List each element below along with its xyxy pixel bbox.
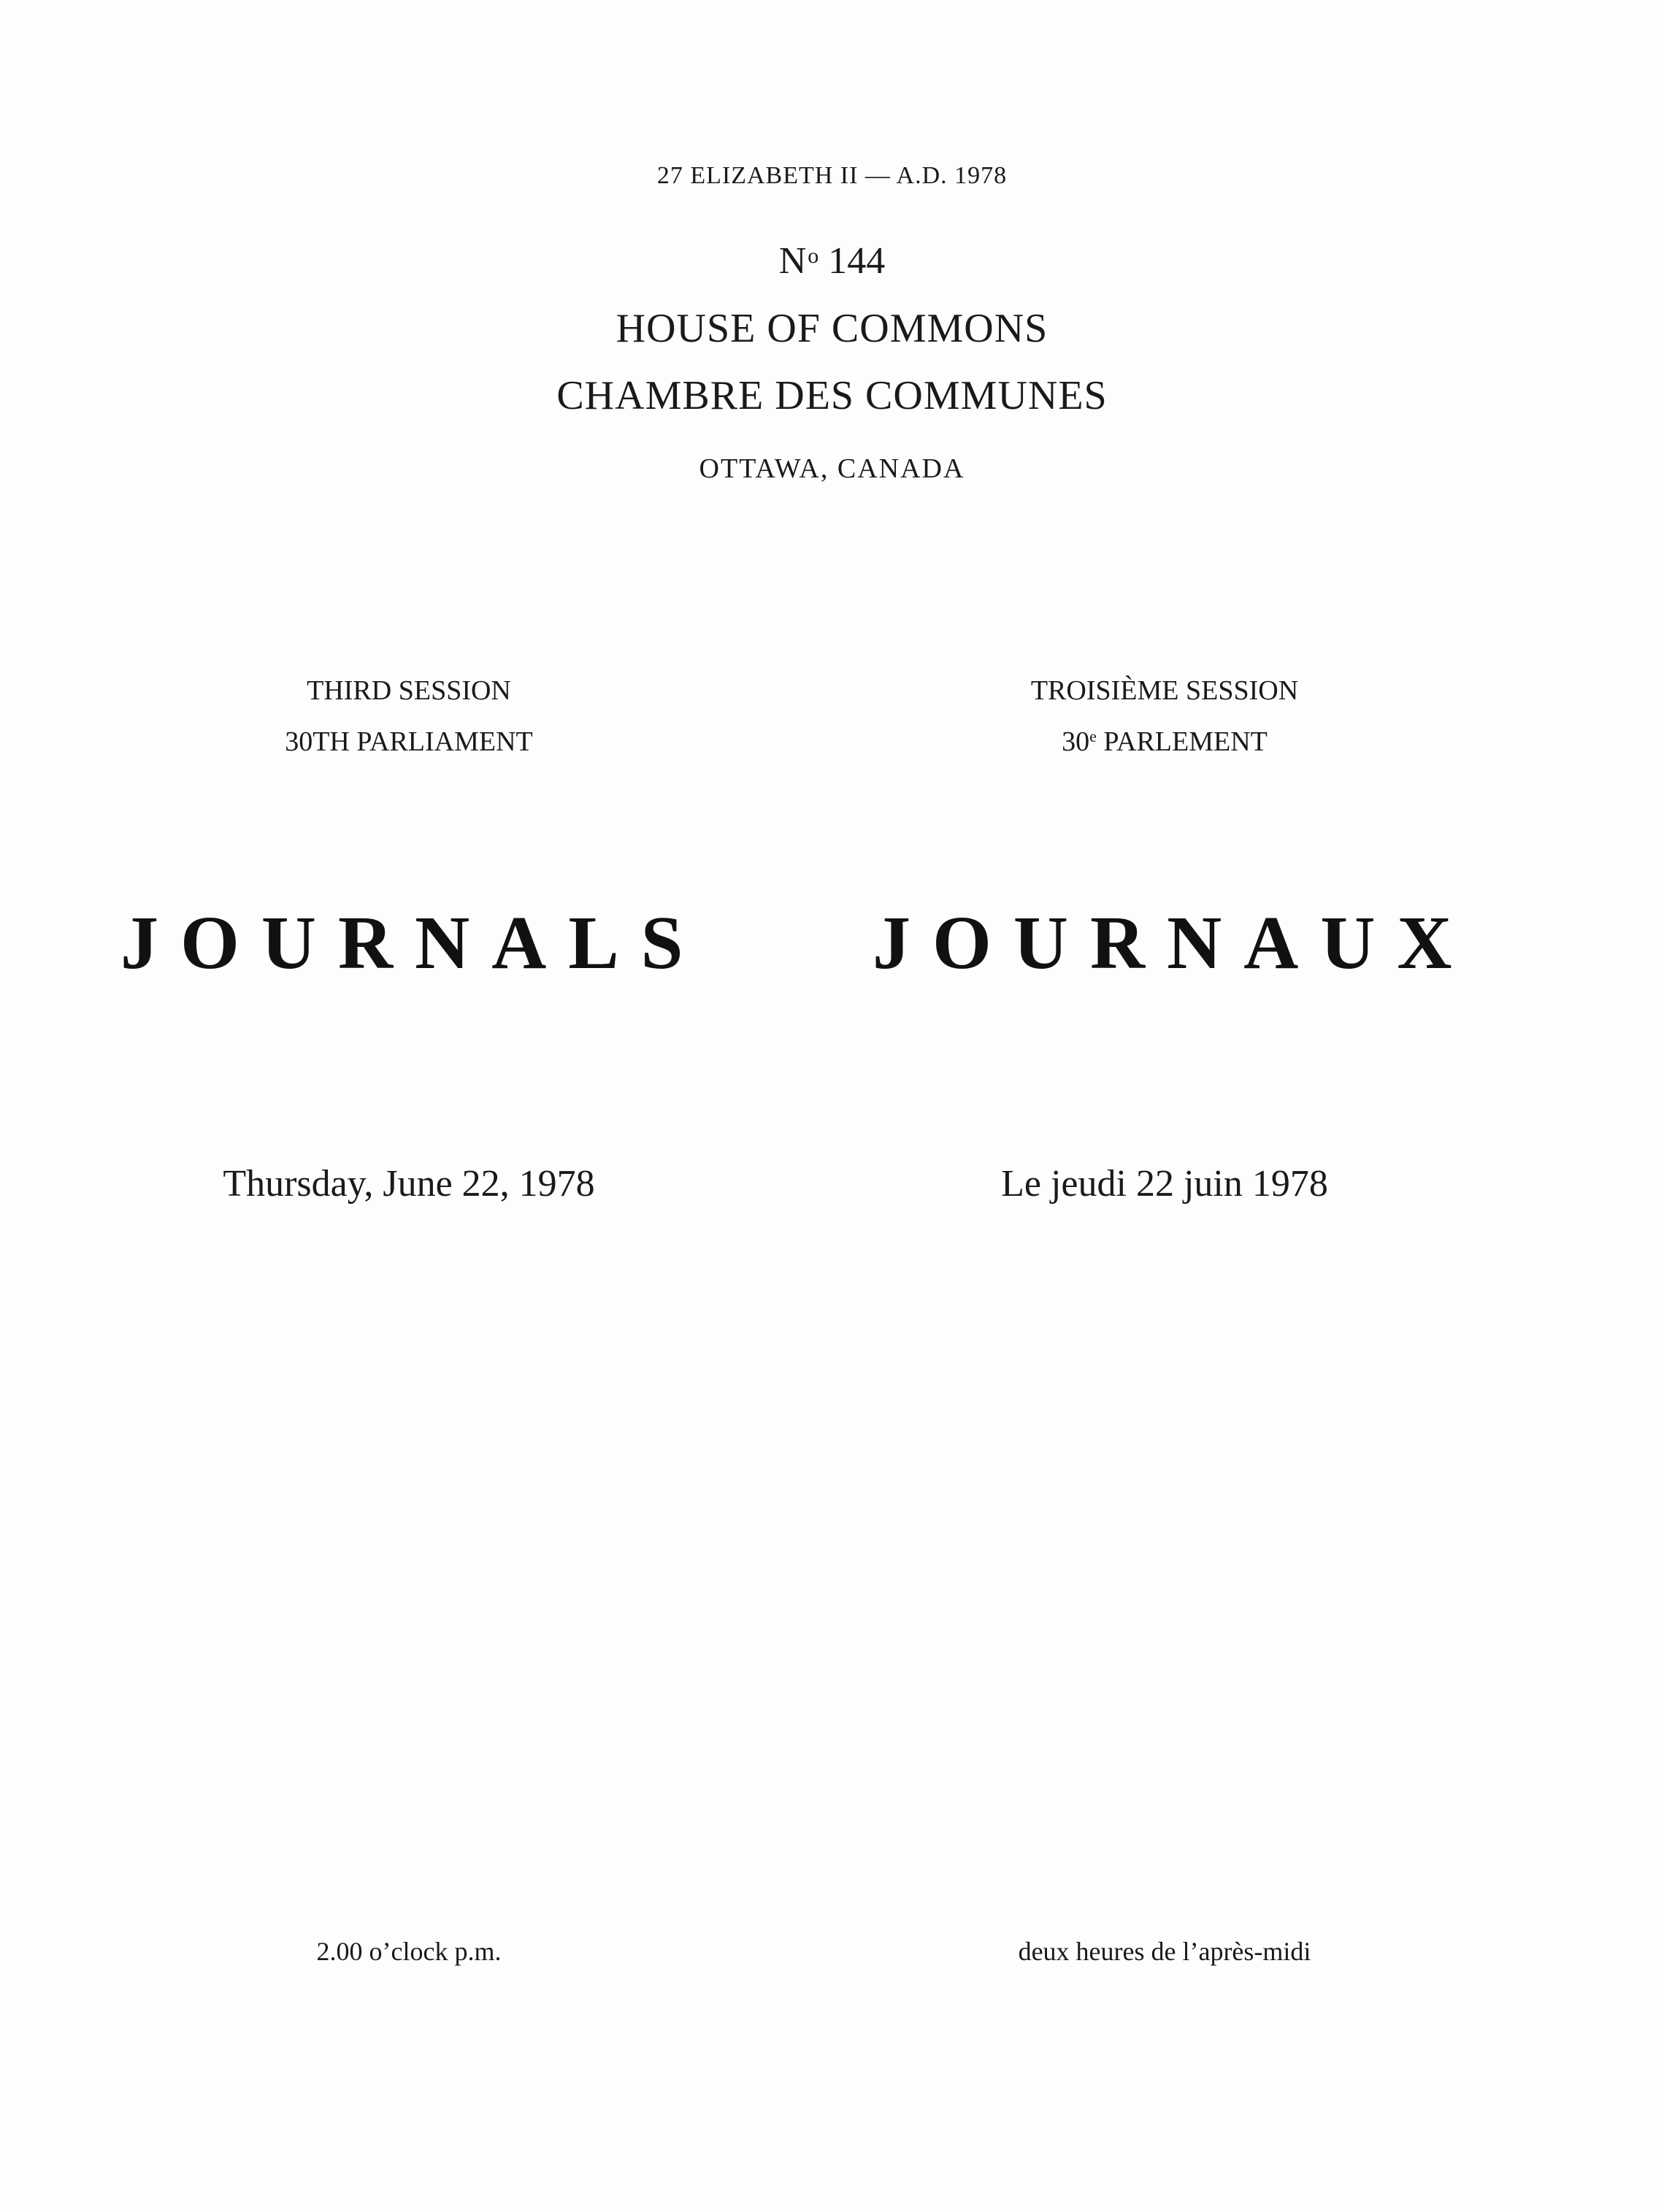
parliament-label-french: PARLEMENT bbox=[1103, 726, 1268, 757]
sitting-time-french: deux heures de l’après-midi bbox=[1018, 1937, 1311, 1966]
parliament-english bbox=[110, 726, 708, 758]
issue-number bbox=[0, 239, 1664, 283]
session-french: TROISIÈME SESSION bbox=[1030, 675, 1299, 706]
parliament-label-english: PARLIAMENT bbox=[356, 726, 533, 757]
sitting-date-french: Le jeudi 22 juin 1978 bbox=[1001, 1163, 1328, 1205]
house-name-english: HOUSE OF COMMONS bbox=[616, 306, 1048, 351]
issue-number-value: 144 bbox=[828, 240, 886, 282]
parliament-number-french: 30 bbox=[1062, 726, 1090, 757]
parliament-number-english: 30TH bbox=[285, 726, 350, 757]
session-english: THIRD SESSION bbox=[307, 675, 511, 706]
sitting-time-english: 2.00 o’clock p.m. bbox=[316, 1937, 502, 1966]
regnal-year: 27 ELIZABETH II — A.D. 1978 bbox=[656, 162, 1008, 189]
issue-number-superscript: o bbox=[808, 244, 819, 268]
city-location: OTTAWA, CANADA bbox=[699, 453, 965, 484]
parliament-french bbox=[858, 726, 1471, 758]
journal-title-english: JOURNALS bbox=[120, 901, 705, 985]
house-name-french: CHAMBRE DES COMMUNES bbox=[556, 373, 1108, 418]
issue-number-prefix: N bbox=[778, 240, 807, 282]
journal-title-french: JOURNAUX bbox=[873, 901, 1474, 985]
parliament-superscript-french: e bbox=[1089, 727, 1097, 745]
sitting-date-english: Thursday, June 22, 1978 bbox=[223, 1163, 595, 1205]
